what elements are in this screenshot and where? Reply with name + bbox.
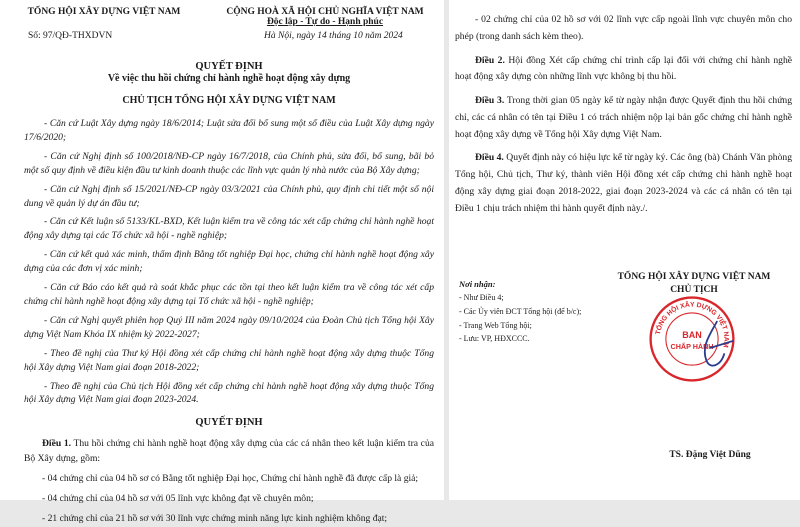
legal-basis-item: - Căn cứ Nghị định số 15/2021/NĐ-CP ngày 03/3/2021 của Chính phủ, quy định chi tiết một số nội dung về quản lý dự án đầu tư; bbox=[24, 183, 434, 209]
nation-name: CỘNG HOÀ XÃ HỘI CHỦ NGHĨA VIỆT NAM bbox=[226, 7, 424, 17]
decision-heading: QUYẾT ĐỊNH bbox=[195, 417, 263, 429]
legal-basis-item: - Căn cứ kết quả xác minh, thẩm định Bằng tốt nghiệp Đại học, chứng chỉ hành nghề hoạt động xây dựng của các đơn vị xác minh; bbox=[24, 249, 434, 275]
article-1 bbox=[24, 437, 434, 467]
article-1-item: - 04 chứng chỉ của 04 hồ sơ với 05 lĩnh vực không đạt về chuyên môn; bbox=[42, 492, 314, 504]
seal-ring-textpath: TỔNG HỘI XÂY DỰNG VIỆT NAM bbox=[654, 301, 730, 349]
official-seal-icon bbox=[647, 294, 737, 384]
legal-basis-item: - Căn cứ Nghị quyết phiên họp Quý III năm 2024 ngày 09/10/2024 của Đoàn Chủ tịch Tổng hội Xây dựng Việt Nam Khóa IX nhiệm kỳ 2022-2027; bbox=[24, 314, 434, 340]
signer-name: TS. Đặng Việt Dũng bbox=[669, 450, 751, 460]
legal-basis-item: - Theo đề nghị của Thư ký Hội đồng xét cấp chứng chỉ hành nghề hoạt động xây dựng thuộc Tổng hội Xây dựng Việt Nam giai đoạn 2018-2022; bbox=[24, 347, 434, 373]
document-issuer: CHỦ TỊCH TỔNG HỘI XÂY DỰNG VIỆT NAM bbox=[122, 95, 336, 106]
issuing-organization: TỔNG HỘI XÂY DỰNG VIỆT NAM bbox=[27, 7, 181, 17]
article-1-label: Điều 1. bbox=[42, 438, 72, 450]
national-header bbox=[210, 7, 440, 27]
legal-basis-item: - Căn cứ Báo cáo kết quả rà soát khắc phục các tồn tại theo kết luận kiểm tra về công tác xét cấp chứng chỉ hành nghề hoạt động xây dựng tại Tổ chức xã hội - nghề nghiệp; bbox=[24, 282, 434, 307]
article-1-item: - 04 chứng chỉ của 04 hồ sơ có Bằng tốt nghiệp Đại học, Chứng chỉ hành nghề đã được cấp là giả; bbox=[42, 473, 419, 485]
article-3-text: Trong thời gian 05 ngày kể từ ngày nhận được Quyết định thu hồi chứng chỉ, các cá nhân có tên tại Điều 1 có trách nhiệm nộp lại bản gốc chứng chỉ hành nghề hoạt động xây dựng về Tổng hội Xây dựng Việt Nam. bbox=[455, 95, 793, 140]
recipients-title: Nơi nhận: bbox=[459, 279, 496, 289]
legal-basis-item: - Theo đề nghị của Chủ tịch Hội đồng xét cấp chứng chỉ hành nghề hoạt động xây dựng thuộc Tổng hội Xây dựng Việt Nam giai đoạn 2023-2024. bbox=[24, 380, 434, 406]
document-subject: Về việc thu hồi chứng chỉ hành nghề hoạt động xây dựng bbox=[107, 73, 351, 84]
article-1-item: - 21 chứng chỉ của 21 hồ sơ với 30 lĩnh vực chứng minh năng lực kinh nghiệm không đạt; bbox=[42, 512, 388, 524]
article-1-item: - 02 chứng chỉ của 02 hồ sơ với 02 lĩnh vực cấp ngoài lĩnh vực chuyên môn cho phép (trong danh sách kèm theo). bbox=[455, 14, 792, 42]
document-header bbox=[24, 4, 434, 58]
recipient-item: - Trang Web Tổng hội; bbox=[459, 320, 532, 330]
signature-role: CHỦ TỊCH bbox=[670, 285, 718, 295]
signature-block bbox=[599, 272, 789, 460]
legal-basis-item: - Căn cứ Kết luận số 5133/KL-BXD, Kết luận kiểm tra về công tác xét cấp chứng chỉ hành nghề hoạt động xây dựng tại các Tổ chức xã hội - nghề nghiệp; bbox=[24, 216, 434, 242]
document-number: Số: 97/QĐ-THXDVN bbox=[28, 31, 113, 41]
article-3 bbox=[455, 93, 792, 143]
place-date: Hà Nội, ngày 14 tháng 10 năm 2024 bbox=[264, 31, 403, 41]
article-4-text: Quyết định này có hiệu lực kể từ ngày ký. Các ông (bà) Chánh Văn phòng Tổng hội, Chủ tịch, Thư ký, thành viên Hội đồng xét cấp chứng chỉ hành nghề hoạt động xây dựng giai đoạn 2018-2022, giai đoạn 2023-2024 và các cá nhân có tên tại Điều 1 chịu trách nhiệm thi hành quyết định này./. bbox=[455, 152, 792, 214]
seal-center-line-1: BAN bbox=[682, 330, 702, 341]
legal-bases bbox=[24, 117, 434, 407]
legal-basis-item: - Căn cứ Luật Xây dựng ngày 18/6/2014; Luật sửa đổi bổ sung một số điều của Luật Xây dựng ngày 17/6/2020; bbox=[24, 118, 434, 143]
article-2-label: Điều 2. bbox=[475, 54, 505, 66]
recipient-item: - Lưu: VP, HĐXCCC. bbox=[459, 334, 530, 344]
article-3-label: Điều 3. bbox=[475, 95, 505, 107]
seal-center-line-2: CHẤP HÀNH bbox=[670, 341, 714, 351]
national-motto: Độc lập - Tự do - Hạnh phúc bbox=[266, 17, 384, 27]
recipient-item: - Như Điều 4; bbox=[459, 293, 504, 303]
article-2 bbox=[455, 53, 792, 87]
recipient-item: - Các Ủy viên ĐCT Tổng hội (để b/c); bbox=[459, 307, 582, 317]
article-2-text: Hội đồng Xét cấp chứng chỉ trình cấp lại đối với chứng chỉ hành nghề hoạt động xây dựng còn những lĩnh vực không bị thu hồi. bbox=[455, 54, 792, 83]
article-4 bbox=[455, 150, 792, 217]
document-page-right bbox=[449, 0, 800, 500]
article-1-text: Thu hồi chứng chỉ hành nghề hoạt động xây dựng của các cá nhân theo kết luận kiểm tra của Bộ Xây dựng, gồm: bbox=[24, 438, 435, 465]
document-type: QUYẾT ĐỊNH bbox=[195, 61, 263, 72]
article-4-label: Điều 4. bbox=[475, 152, 504, 164]
signature-organization: TỔNG HỘI XÂY DỰNG VIỆT NAM bbox=[617, 272, 771, 282]
legal-basis-item: - Căn cứ Nghị định số 100/2018/NĐ-CP ngày 16/7/2018, của Chính phủ, sửa đổi, bổ sung, bãi bỏ một số quy định về điều kiện đầu tư kinh doanh thuộc các lĩnh vực quản lý nhà nước của Bộ Xây dựng; bbox=[24, 150, 434, 176]
